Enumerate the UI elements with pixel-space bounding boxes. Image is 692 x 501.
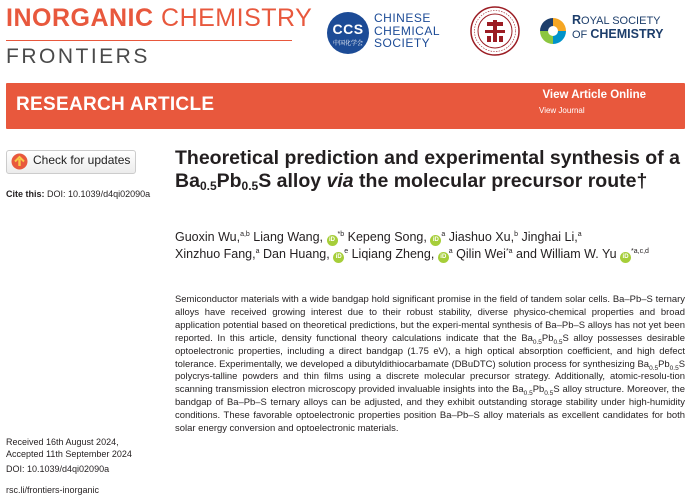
- journal-subtitle: FRONTIERS: [6, 45, 150, 68]
- received-accepted-dates: [6, 436, 132, 460]
- author-name[interactable]: and William W. Yu: [512, 247, 617, 261]
- author-name[interactable]: Jiashuo Xu,: [448, 230, 515, 244]
- author-name[interactable]: Liang Wang,: [253, 230, 324, 244]
- author-name[interactable]: Dan Huang,: [263, 247, 330, 261]
- orcid-icon[interactable]: iD: [620, 252, 631, 263]
- orcid-icon[interactable]: iD: [438, 252, 449, 263]
- check-updates-icon: [11, 153, 28, 170]
- received-date: Received 16th August 2024,: [6, 437, 119, 447]
- orcid-icon[interactable]: iD: [333, 252, 344, 263]
- author-name[interactable]: Jinghai Li,: [521, 230, 578, 244]
- check-for-updates-label: Check for updates: [33, 153, 131, 167]
- cite-doi[interactable]: DOI: 10.1039/d4qi02090a: [47, 189, 151, 199]
- journal-url-link[interactable]: rsc.li/frontiers-inorganic: [6, 485, 100, 495]
- author-name[interactable]: Qilin Wei: [456, 247, 506, 261]
- author-name[interactable]: Liqiang Zheng,: [351, 247, 435, 261]
- author-name[interactable]: Xinzhuo Fang,: [175, 247, 256, 261]
- orcid-icon[interactable]: iD: [327, 235, 338, 246]
- cite-this: Cite this: DOI: 10.1039/d4qi02090a: [6, 189, 151, 199]
- author-name[interactable]: Guoxin Wu,: [175, 230, 241, 244]
- abstract: Semiconductor materials with a wide bandgap hold significant promise in the field of tandem solar cells. Ba–Pb–S ternary alloys have received growing interest due to their robust stability, diverse physico-chemical properties and broad application potential based on theoretical predictions, but the experi-mental synthesis of Ba–Pb–S alloys has not yet been reported. In this article, density functional theory calculations indicate that the $Ba_{0.5}Pb_{0.5}S$ alloy possesses desirable optoelectronic properties, including a direct bandgap (1.75 eV), a high optical absorption coefficient, and high defect tolerance. Experimentally, we developed a dibutyldithiocarbamate (DBuDTC) solution process for synthesizing $Ba_{0.5}Pb_{0.5}S$ polycrys-talline powders and thin films using a discrete molecular precursor strategy. Additionally, atomic-resolu-tion scanning transmission electron microscopy provided invaluable insights into the $Ba_{0.5}Pb_{0.5}S$ alloy structure. Moreover, the bandgap of Ba–Pb–S ternary alloys can be adjusted, and they exhibit outstanding storage stability under high-humidity conditions. These favorable optoelectronic properties position Ba–Pb–S alloy materials as excellent candidates for both solar energy conversion and optoelectronic materials.: [175, 294, 686, 435]
- rsc-logo-text: ROYAL SOCIETY OF CHEMISTRY: [572, 13, 664, 41]
- author-name[interactable]: Kepeng Song,: [347, 230, 427, 244]
- journal-title-rule: [6, 40, 292, 41]
- author-list: Guoxin Wu,$^{a,b}$ Liang Wang, $iD^{*b}$ Kepeng Song, $iD^a$ Jiashuo Xu,$^b$ Jinghai Li,$^a$ Xinzhuo Fang,$^a$ Dan Huang, $iD^e$ Liqiang Zheng, $iD^a$ Qilin Wei$^{*a}$ and William W. Yu iD$^{*a,c,d}$: [175, 230, 649, 261]
- peking-university-seal-icon[interactable]: [470, 6, 520, 56]
- view-journal-link[interactable]: View Journal: [539, 106, 585, 115]
- accepted-date: Accepted 11th September 2024: [6, 449, 132, 459]
- ccs-logo-text: CHINESE CHEMICAL SOCIETY: [374, 11, 441, 50]
- doi-link[interactable]: DOI: 10.1039/d4qi02090a: [6, 464, 110, 474]
- ccs-logo-icon[interactable]: [327, 12, 369, 54]
- ccs-chinese-name: 中国化学会: [332, 41, 363, 47]
- ccs-abbrev: CCS: [332, 21, 364, 37]
- orcid-icon[interactable]: iD: [430, 235, 441, 246]
- rsc-logo-icon[interactable]: [538, 16, 568, 46]
- article-type-label: RESEARCH ARTICLE: [16, 94, 215, 115]
- journal-title: INORGANIC CHEMISTRY: [6, 4, 313, 32]
- article-title: Theoretical prediction and experimental synthesis of a $Ba_{0.5}Pb_{0.5}S$ alloy via the molecular precursor route†: [175, 147, 680, 193]
- view-article-online-link[interactable]: View Article Online: [542, 89, 646, 101]
